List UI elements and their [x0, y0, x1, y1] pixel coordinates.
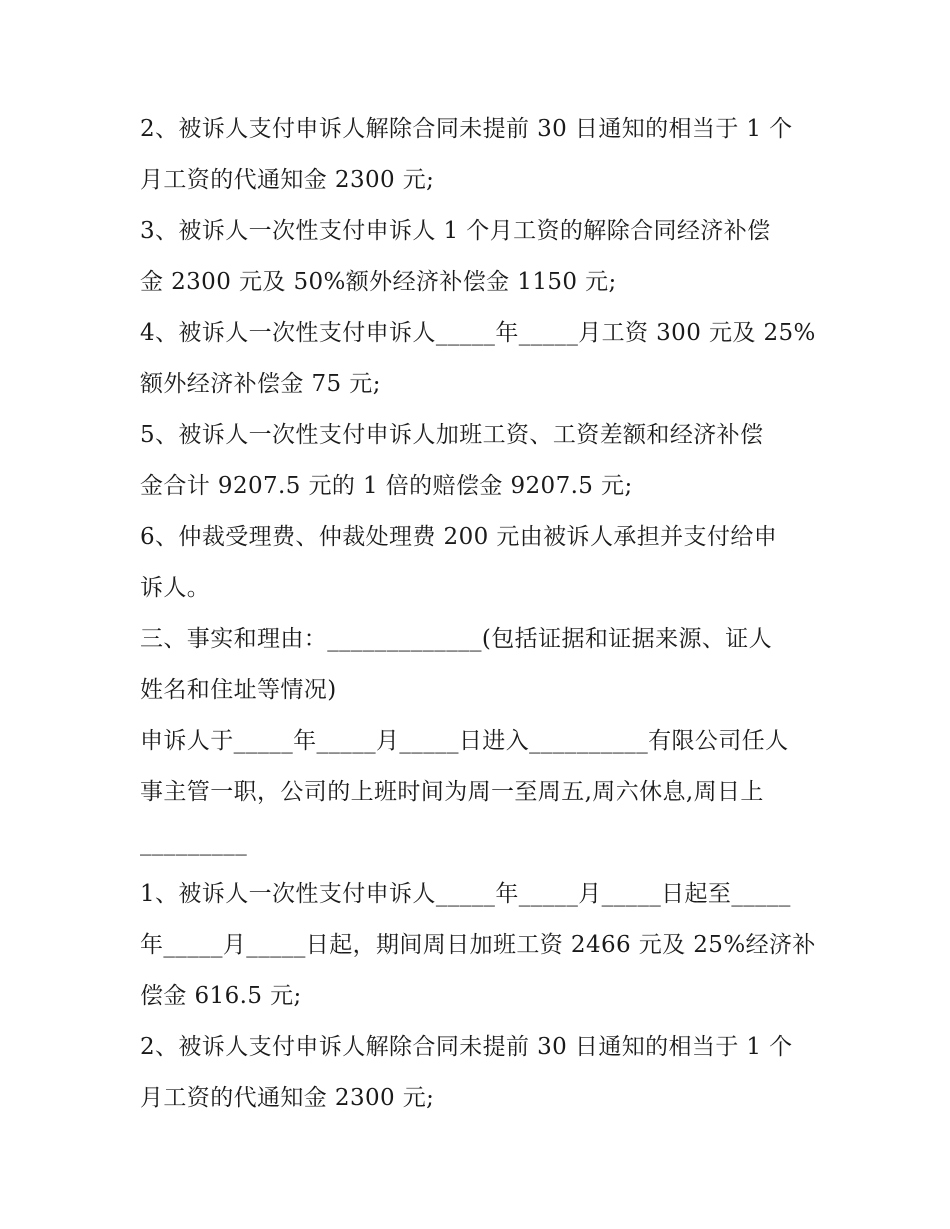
text-line: 偿金 616.5 元; — [140, 983, 302, 1009]
text-line: 姓名和住址等情况) — [140, 677, 337, 703]
text-line: 诉人。 — [140, 575, 211, 601]
text-line: 3、被诉人一次性支付申诉人 1 个月工资的解除合同经济补偿 — [140, 218, 771, 244]
text-line: 5、被诉人一次性支付申诉人加班工资、工资差额和经济补偿 — [140, 422, 764, 448]
text-line: 2、被诉人支付申诉人解除合同未提前 30 日通知的相当于 1 个 — [140, 1034, 793, 1060]
text-line: 金 2300 元及 50%额外经济补偿金 1150 元; — [140, 269, 617, 295]
text-line: 2、被诉人支付申诉人解除合同未提前 30 日通知的相当于 1 个 — [140, 116, 793, 142]
text-line: 额外经济补偿金 75 元; — [140, 371, 381, 397]
text-line: 年_____月_____日起，期间周日加班工资 2466 元及 25%经济补 — [140, 932, 816, 958]
text-line: 1、被诉人一次性支付申诉人_____年_____月_____日起至_____ — [140, 881, 791, 907]
document-body — [140, 104, 816, 1124]
text-line: 金合计 9207.5 元的 1 倍的赔偿金 9207.5 元; — [140, 473, 633, 499]
text-line: 月工资的代通知金 2300 元; — [140, 1085, 435, 1111]
text-line: 事主管一职，公司的上班时间为周一至周五,周六休息,周日上 — [140, 779, 764, 805]
text-line: 6、仲裁受理费、仲裁处理费 200 元由被诉人承担并支付给申 — [140, 524, 778, 550]
text-line: 4、被诉人一次性支付申诉人_____年_____月工资 300 元及 25% — [140, 320, 816, 346]
text-line: _________ — [140, 830, 248, 856]
text-line: 三、事实和理由：_____________(包括证据和证据来源、证人 — [140, 626, 773, 652]
text-line: 申诉人于_____年_____月_____日进入__________有限公司任人 — [140, 728, 789, 754]
text-line: 月工资的代通知金 2300 元; — [140, 167, 435, 193]
